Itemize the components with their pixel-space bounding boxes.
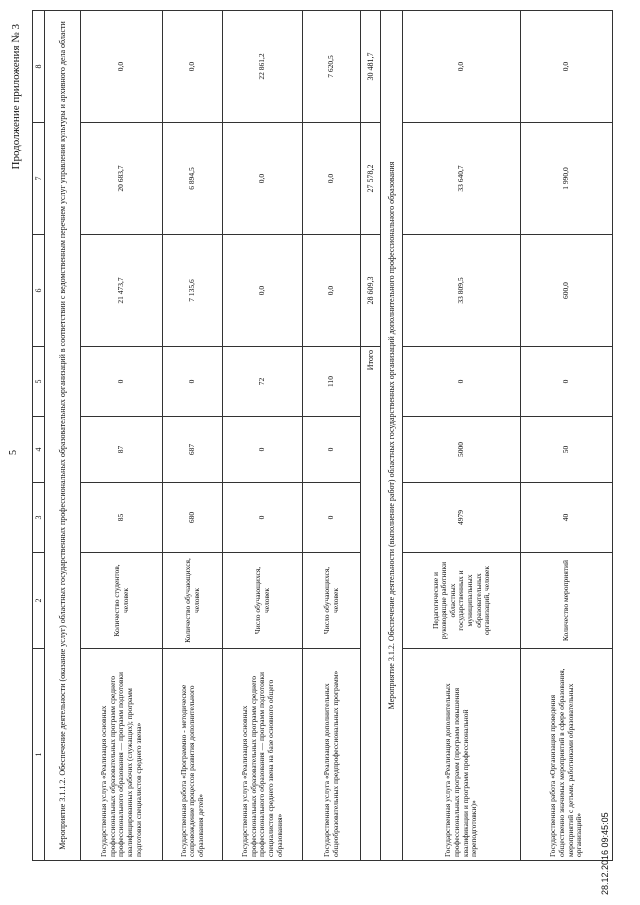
cell: 7 620,5 — [303, 11, 361, 123]
table-row — [521, 11, 613, 861]
page-number: 5 — [8, 450, 19, 455]
cell: 0 — [303, 483, 361, 553]
indicator: Количество обучающихся, человек — [163, 553, 223, 649]
col-num: 2 — [33, 553, 45, 649]
indicator: Количество мероприятий — [521, 553, 613, 649]
print-timestamp: 28.12.2016 09:45:05 — [600, 812, 610, 895]
indicator: Количество студентов, человек — [81, 553, 163, 649]
col-num: 3 — [33, 483, 45, 553]
cell: 85 — [81, 483, 163, 553]
indicator: Число обучающихся, человек — [303, 553, 361, 649]
table-row — [81, 11, 163, 861]
service-name: Государственная услуга «Реализация основных профессиональных образовательных программ среднего профессионального образования — программ подготовки квалифицированных рабочих (служащих); программ подготовки специалистов среднего звена» — [81, 649, 163, 861]
cell: 0,0 — [163, 11, 223, 123]
service-name: Государственная работа «Организация проведения общественно значимых мероприятий в сфере образования, мероприятий с детьми, работниками образовательных организаций» — [521, 649, 613, 861]
total-cell: 28 609,3 — [361, 235, 381, 347]
section-row — [381, 11, 403, 861]
cell: 0,0 — [303, 235, 361, 347]
cell: 0 — [223, 417, 303, 483]
service-name: Государственная услуга «Реализация основных профессиональных образовательных программ среднего профессионального образования — программ подготовки специалистов среднего звена на базе основного общего образования» — [223, 649, 303, 861]
cell: 40 — [521, 483, 613, 553]
col-num: 7 — [33, 123, 45, 235]
section-title: Мероприятие 3.1.1.2. Обеспечение деятельности (оказание услуг) областных государственных профессиональных образовательных организаций в соответствии с ведомственным перечнем услуг управления культуры и архивного дела области — [45, 11, 81, 861]
cell: 0 — [223, 483, 303, 553]
cell: 680 — [163, 483, 223, 553]
col-num: 6 — [33, 235, 45, 347]
total-cell: 27 578,2 — [361, 123, 381, 235]
cell: 20 683,7 — [81, 123, 163, 235]
service-name: Государственная работа «Программно - методическое сопровождение процессов развития дополнительного образования детей» — [163, 649, 223, 861]
total-row — [361, 11, 381, 861]
section-row — [45, 11, 81, 861]
cell: 5000 — [403, 417, 521, 483]
column-number-row — [33, 11, 45, 861]
cell: 0,0 — [403, 11, 521, 123]
table-row — [403, 11, 521, 861]
cell: 600,0 — [521, 235, 613, 347]
cell: 0 — [163, 347, 223, 417]
cell: 50 — [521, 417, 613, 483]
cell: 72 — [223, 347, 303, 417]
table-row — [163, 11, 223, 861]
indicator: Число обучающихся, человек — [223, 553, 303, 649]
section-title: Мероприятие 3.1.2. Обеспечение деятельности (выполнение работ) областных государственных организаций дополнительного профессионального образования — [381, 11, 403, 861]
cell: 7 135,6 — [163, 235, 223, 347]
cell: 0,0 — [521, 11, 613, 123]
col-num: 4 — [33, 417, 45, 483]
col-num: 8 — [33, 11, 45, 123]
cell: 0,0 — [223, 123, 303, 235]
cell: 0 — [403, 347, 521, 417]
total-label: Итого — [361, 347, 381, 861]
cell: 1 990,0 — [521, 123, 613, 235]
cell: 0,0 — [223, 235, 303, 347]
table-row — [223, 11, 303, 861]
col-num: 5 — [33, 347, 45, 417]
cell: 33 809,5 — [403, 235, 521, 347]
service-name: Государственная услуга «Реализация дополнительных общеобразовательных предпрофессиональных программ» — [303, 649, 361, 861]
indicator: Педагогические и руководящие работники областных государственных и муниципальных образовательных организаций, человек — [403, 553, 521, 649]
cell: 33 640,7 — [403, 123, 521, 235]
cell: 4979 — [403, 483, 521, 553]
col-num: 1 — [33, 649, 45, 861]
cell: 0,0 — [81, 11, 163, 123]
cell: 21 473,7 — [81, 235, 163, 347]
cell: 6 894,5 — [163, 123, 223, 235]
cell: 0 — [303, 417, 361, 483]
cell: 22 861,2 — [223, 11, 303, 123]
cell: 0 — [521, 347, 613, 417]
table-row — [303, 11, 361, 861]
total-cell: 30 481,7 — [361, 11, 381, 123]
cell: 87 — [81, 417, 163, 483]
cell: 687 — [163, 417, 223, 483]
budget-table — [32, 10, 613, 861]
service-name: Государственная услуга «Реализация дополнительных профессиональных программ (программ повышения квалификации и программ профессиональной переподготовки)» — [403, 649, 521, 861]
cell: 0 — [81, 347, 163, 417]
cell: 0,0 — [303, 123, 361, 235]
continuation-label: Продолжение приложения № 3 — [10, 24, 22, 170]
cell: 110 — [303, 347, 361, 417]
